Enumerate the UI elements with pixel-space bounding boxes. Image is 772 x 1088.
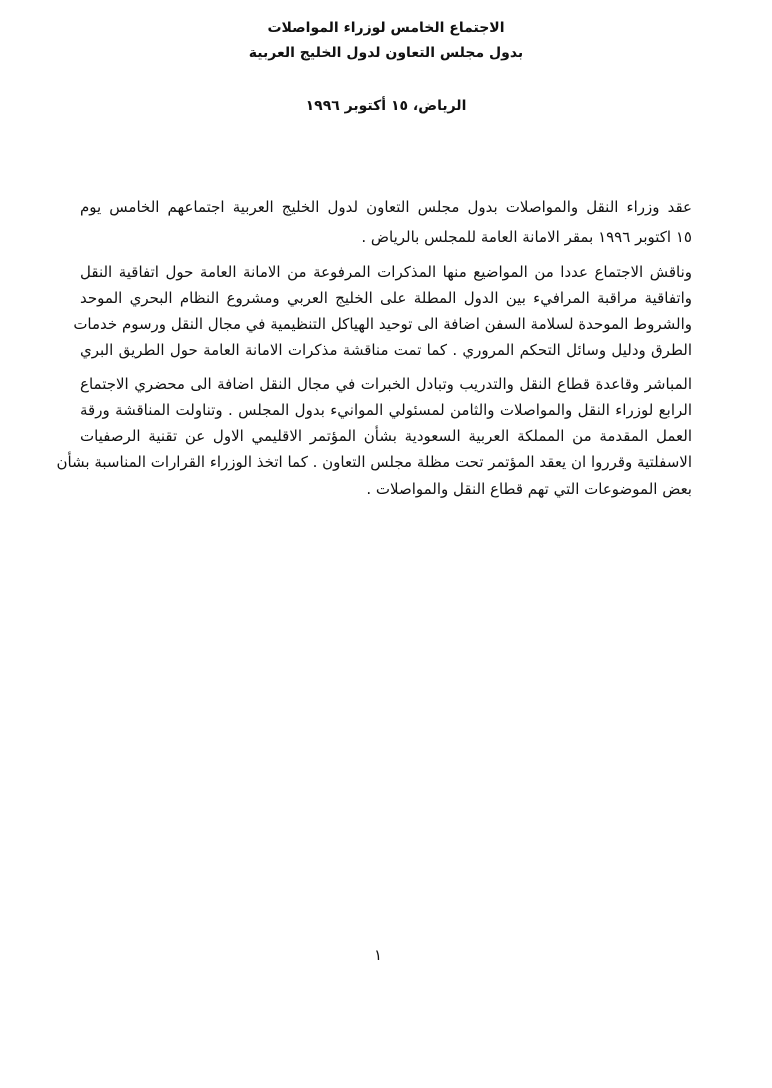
- page-number: ١: [374, 946, 383, 964]
- paragraph-line: المباشر وقاعدة قطاع النقل والتدريب وتبادل الخبرات في مجال النقل اضافة الى محضري الاجتماع: [80, 375, 692, 393]
- paragraph-line: بعض الموضوعات التي تهم قطاع النقل والمواصلات .: [366, 480, 692, 498]
- paragraph-line: الرابع لوزراء النقل والمواصلات والثامن لمسئولي الموانيء بدول المجلس . وتناولت المناقشة ورقة: [80, 401, 692, 419]
- paragraph-line: واتفاقية مراقبة المرافيء بين الدول المطلة على الخليج العربي ومشروع النظام البحري الموحد: [80, 289, 692, 307]
- paragraph-line: الاسفلتية وقرروا ان يعقد المؤتمر تحت مظلة مجلس التعاون . كما اتخذ الوزراء القرارات المناسبة بشأن: [56, 453, 692, 471]
- document-date-line: الرياض، ١٥ أكتوبر ١٩٩٦: [305, 98, 467, 114]
- paragraph-line: وناقش الاجتماع عددا من المواضيع منها المذكرات المرفوعة من الامانة العامة حول اتفاقية النقل: [80, 263, 692, 281]
- document-title-line-2: بدول مجلس التعاون لدول الخليج العربية: [248, 45, 524, 61]
- paragraph-line: الطرق ودليل وسائل التحكم المروري . كما تمت مناقشة مذكرات الامانة العامة حول الطريق البري: [80, 341, 692, 359]
- document-title-line-1: الاجتماع الخامس لوزراء المواصلات: [267, 20, 505, 36]
- paragraph-line: عقد وزراء النقل والمواصلات بدول مجلس التعاون لدول الخليج العربية اجتماعهم الخامس يوم: [80, 198, 692, 216]
- paragraph-line: العمل المقدمة من المملكة العربية السعودية بشأن المؤتمر الاقليمي الاول عن تقنية الرصفيات: [80, 427, 692, 445]
- paragraph-line: ١٥ اكتوبر ١٩٩٦ بمقر الامانة العامة للمجلس بالرياض .: [361, 228, 692, 246]
- paragraph-line: والشروط الموحدة لسلامة السفن اضافة الى توحيد الهياكل التنظيمية في مجال النقل ورسوم خدمات: [73, 315, 692, 333]
